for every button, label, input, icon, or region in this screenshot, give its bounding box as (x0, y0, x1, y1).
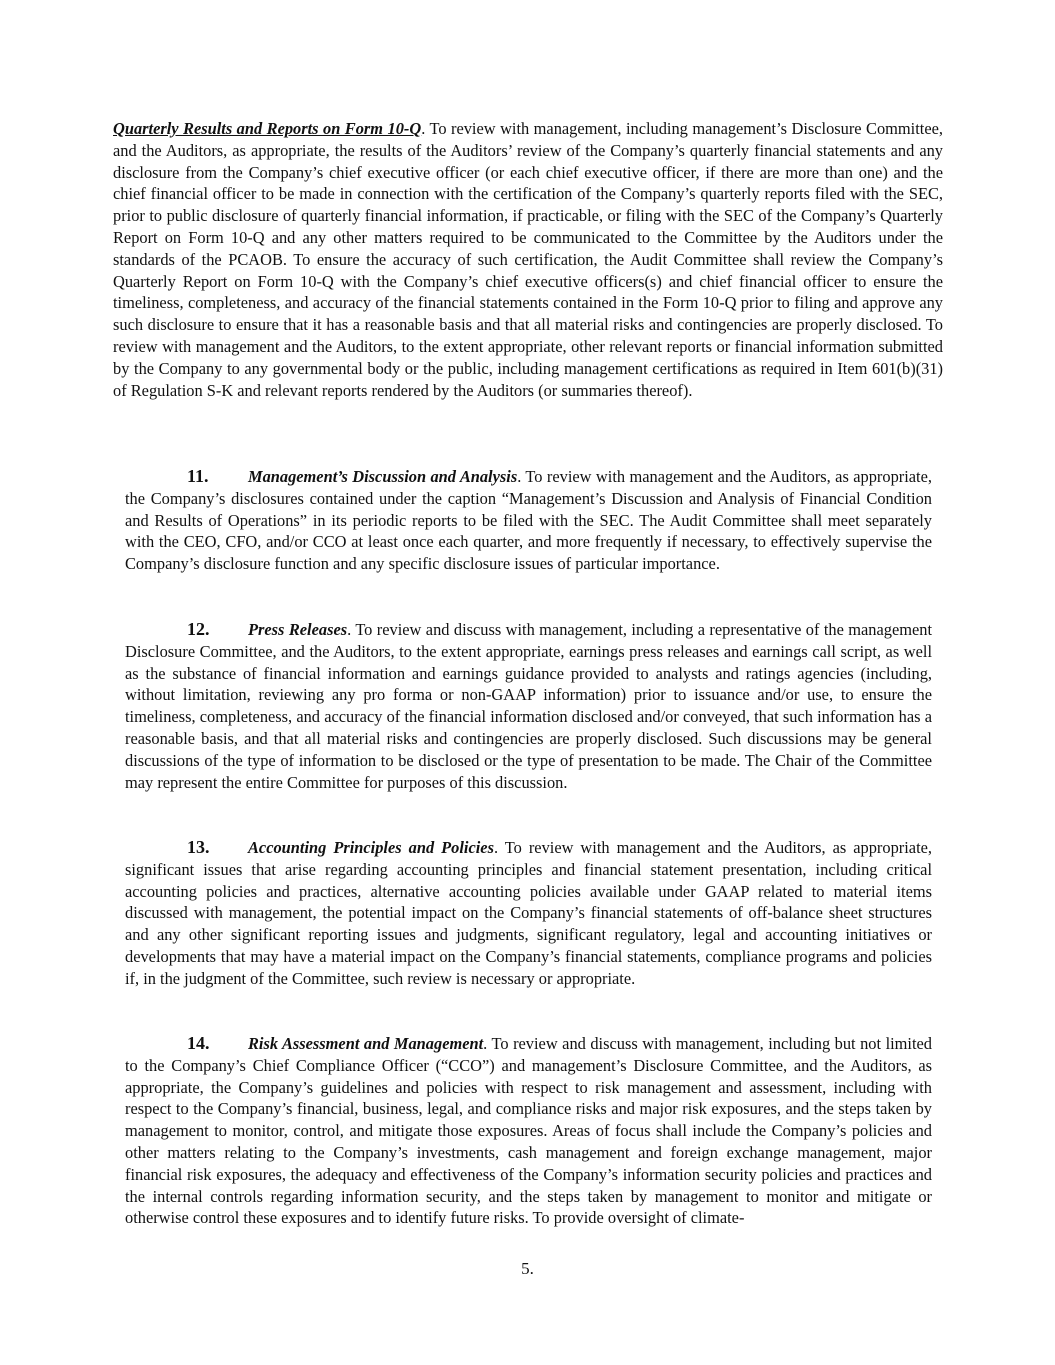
section-number: 12. (187, 619, 210, 639)
paragraph-body: To review with management, including management’s Disclosure Committee, and the Auditors, as appropriate, the results of the Auditors’ review of the Company’s quarterly financial statements and any disclosure from the Company’s chief executive officer (or each chief executive officer, if there are more than one) and the chief financial officer to be made in connection with the certification of the Company’s quarterly reports filed with the SEC, prior to public disclosure of quarterly financial information, if practicable, or filing with the SEC of the Company’s Quarterly Report on Form 10-Q and any other matters required to be communicated to the Committee by the Auditors under the standards of the PCAOB. To ensure the accuracy of such certification, the Audit Committee shall review the Company’s Quarterly Report on Form 10-Q with the Company’s chief executive officers(s) and chief financial officer to ensure the timeliness, completeness, and accuracy of the financial statements contained in the Form 10-Q prior to filing and approve any such disclosure to ensure that it has a reasonable basis and that all material risks and contingencies are properly disclosed. To review with management and the Auditors, to the extent appropriate, other relevant reports or financial information submitted by the Company to any governmental body or the public, including management certifications as required in Item 601(b)(31) of Regulation S-K and relevant reports rendered by the Auditors (or summaries thereof). (113, 119, 943, 400)
section-heading: Management’s Discussion and Analysis (248, 467, 518, 486)
section-number: 14. (187, 1033, 210, 1053)
heading-quarterly-results: Quarterly Results and Reports on Form 10-Q (113, 119, 422, 138)
section-body: . To review and discuss with management, including but not limited to the Company’s Chief Compliance Officer (“CCO”) and management’s Disclosure Committee, and the Auditors, as appropriate, the Company’s guidelines and policies with respect to risk management and assessment, including with respect to the Company’s financial, business, legal, and compliance risks and major risk exposures, and the steps taken by management to monitor, control, and mitigate those exposures. Areas of focus shall include the Company’s policies and other matters relating to the Company’s investments, cash management and foreign exchange management, major financial risk exposures, the adequacy and effectiveness of the Company’s information security policies and practices and the internal controls regarding information security, and the steps taken by management to monitor and mitigate or otherwise control these exposures and to identify future risks. To provide oversight of climate- (125, 1034, 932, 1228)
section-body: . To review with management and the Auditors, as appropriate, significant issues that arise regarding accounting principles and financial statement presentation, including critical accounting policies and practices, alternative accounting policies available under GAAP related to material items discussed with management, the potential impact on the Company’s financial statements of off-balance sheet structures and any other significant reporting issues and judgments, significant regulatory, legal and accounting initiatives or developments that may have a material impact on the Company’s financial statements, compliance programs and policies if, in the judgment of the Committee, such review is necessary or appropriate. (125, 838, 932, 988)
section-heading: Risk Assessment and Management (248, 1034, 484, 1053)
section-heading: Accounting Principles and Policies (248, 838, 494, 857)
heading-punctuation: . (421, 119, 426, 138)
paragraph-quarterly-results (113, 118, 943, 401)
section-number: 11. (187, 466, 209, 486)
section-11 (125, 466, 932, 575)
section-12 (125, 619, 932, 793)
page-number: 5. (521, 1259, 534, 1278)
section-heading: Press Releases (248, 620, 348, 639)
section-number: 13. (187, 837, 210, 857)
section-13 (125, 837, 932, 990)
section-14 (125, 1033, 932, 1229)
section-body: . To review with management and the Auditors, as appropriate, the Company’s disclosures contained under the caption “Management’s Discussion and Analysis of Financial Condition and Results of Operations” in its periodic reports to be filed with the SEC. The Audit Committee shall meet separately with the CEO, CFO, and/or CCO at least once each quarter, and more frequently if necessary, to effectively supervise the Company’s disclosure function and any specific disclosure issues of particular importance. (125, 467, 932, 574)
section-body: . To review and discuss with management, including a representative of the management Disclosure Committee, and the Auditors, to the extent appropriate, earnings press releases and earnings call script, as well as the substance of financial information and earnings guidance provided to analysts and ratings agencies (including, without limitation, reviewing any pro forma or non-GAAP information) prior to issuance and/or use, to ensure the timeliness, completeness, and accuracy of the financial information disclosed and/or conveyed, that such information has a reasonable basis, and that all material risks and contingencies are properly disclosed. Such discussions may be general discussions of the type of information to be disclosed or the type of presentation to be made. The Chair of the Committee may represent the entire Committee for purposes of this discussion. (125, 620, 932, 792)
